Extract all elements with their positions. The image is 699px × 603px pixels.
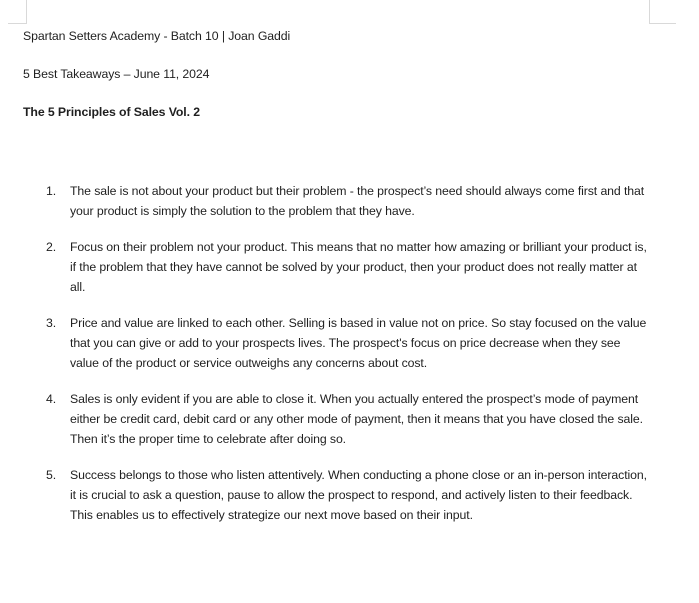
list-item-number: 4. [46,392,57,406]
header-date-line: 5 Best Takeaways – June 11, 2024 [23,67,210,81]
margin-corner-mark-top-left [8,0,27,24]
list-item [46,313,652,373]
list-item-text: The sale is not about your product but their problem - the prospect’s need should always come first and that your product is simply the solution to the problem that they have. [70,184,645,218]
header-course-line: Spartan Setters Academy - Batch 10 | Joan Gaddi [23,29,291,43]
list-item-text: Focus on their problem not your product. This means that no matter how amazing or brilliant your product is, if the problem that they have cannot be solved by your product, then your product does not really matter at all. [70,240,647,294]
list-item-text: Success belongs to those who listen attentively. When conducting a phone close or an in-person interaction, it is crucial to ask a question, pause to allow the prospect to respond, and actively listen to their feedback. This enables us to effectively strategize our next move based on their input. [70,468,647,522]
list-item-number: 5. [46,468,57,482]
list-item [46,389,652,449]
takeaways-list [23,181,652,525]
list-item-number: 1. [46,184,57,198]
list-item [46,181,652,221]
list-item-text: Price and value are linked to each other. Selling is based in value not on price. So stay focused on the value that you can give or add to your prospects lives. The prospect's focus on price decrease when they see value of the product or service outweighs any concerns about cost. [70,316,647,370]
document-content [23,26,652,541]
document-title: The 5 Principles of Sales Vol. 2 [23,105,200,119]
list-item-number: 3. [46,316,57,330]
list-item-number: 2. [46,240,57,254]
list-item-text: Sales is only evident if you are able to close it. When you actually entered the prospect’s mode of payment either be credit card, debit card or any other mode of payment, then it means that you have closed the sale. Then it’s the proper time to celebrate after doing so. [70,392,643,446]
list-item [46,237,652,297]
list-item [46,465,652,525]
margin-corner-mark-top-right [649,0,676,24]
